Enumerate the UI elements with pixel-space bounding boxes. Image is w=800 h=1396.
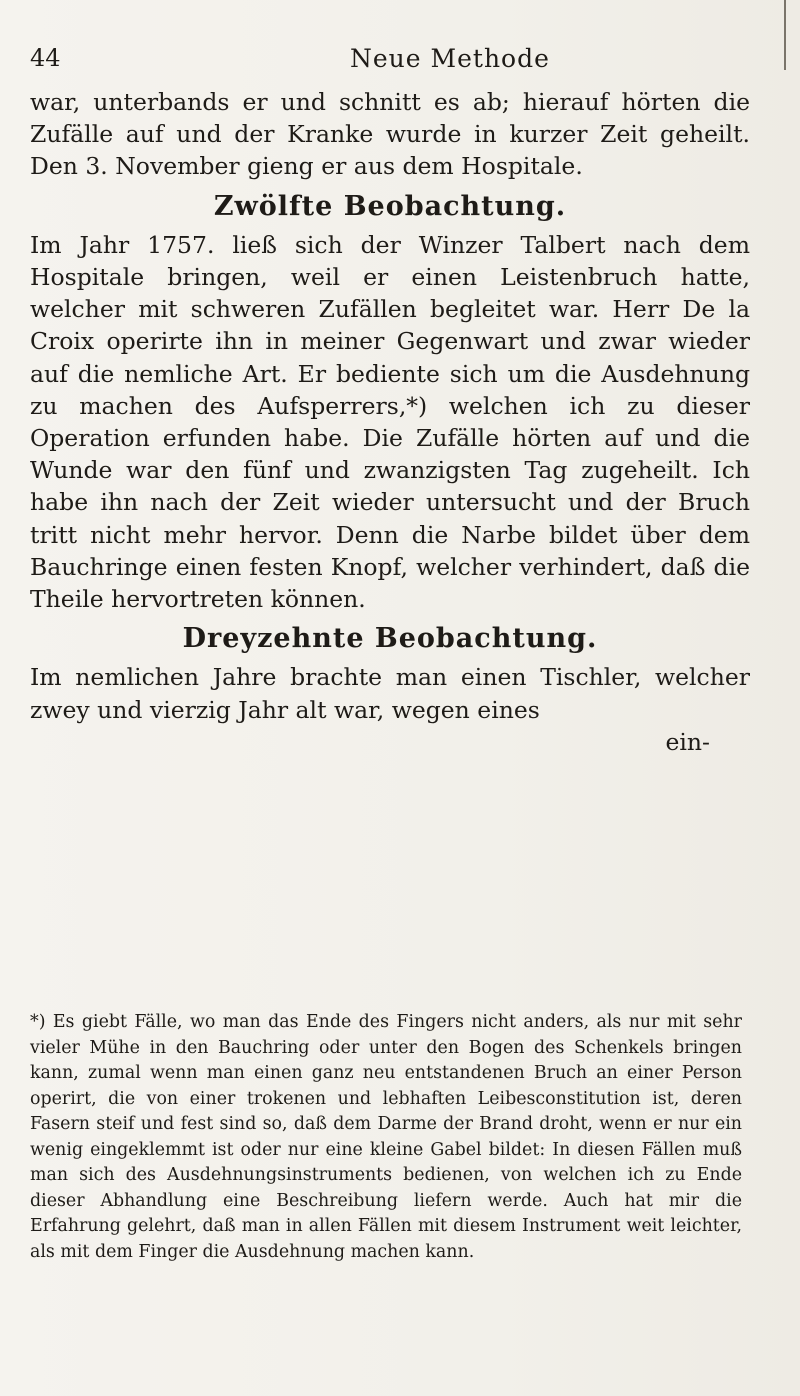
page-number: 44 [30,44,61,72]
main-text [30,86,750,758]
catchword: ein- [665,727,710,756]
page-header [30,44,760,84]
footnote [30,1010,742,1265]
page-edge-rule [784,0,786,70]
paragraph-continuation: war, unterbands er und schnitt es ab; hierauf hörten die Zufälle auf und der Kranke wurde in kurzer Zeit geheilt. Den 3. November gieng er aus dem Hospitale. [30,88,750,181]
paragraph-observation-13: Im nemlichen Jahre brachte man einen Tischler, welcher zwey und vierzig Jahr alt war, wegen eines [30,663,750,724]
heading-observation-13: Dreyzehnte Beobachtung. [182,623,598,655]
running-title: Neue Methode [350,44,550,73]
paragraph-observation-12: Im Jahr 1757. ließ sich der Winzer Talbert nach dem Hospitale bringen, weil er einen Leistenbruch hatte, welcher mit schweren Zufällen begleitet war. Herr De la Croix operirte ihn in meiner Gegenwart und zwar wieder auf die nemliche Art. Er bediente sich um die Ausdehnung zu machen des Aufsperrers,*) welchen ich zu dieser Operation erfunden habe. Die Zufälle hörten auf und die Wunde war den fünf und zwanzigsten Tag zugeheilt. Ich habe ihn nach der Zeit wieder untersucht und der Bruch tritt nicht mehr hervor. Denn die Narbe bildet über dem Bauchringe einen festen Knopf, welcher verhindert, daß die Theile hervortreten können. [30,230,750,614]
heading-observation-12: Zwölfte Beobachtung. [213,190,567,222]
footnote-text: *) Es giebt Fälle, wo man das Ende des Fingers nicht anders, als nur mit sehr vieler Mühe in den Bauchring oder unter den Bogen des Schenkels bringen kann, zumal wenn man einen ganz neu entstandenen Bruch an einer Person operirt, die von einer trokenen und lebhaften Leibesconstitution ist, deren Fasern steif und fest sind so, daß dem Darme der Brand droht, wenn er nur ein wenig eingeklemmt ist oder nur eine kleine Gabel bildet: In diesen Fällen muß man sich des Ausdehnungsinstruments bedienen, von welchen ich zu Ende dieser Abhandlung eine Beschreibung liefern werde. Auch hat mir die Erfahrung gelehrt, daß man in allen Fällen mit diesem Instrument weit leichter, als mit dem Finger die Ausdehnung machen kann. [30,1012,742,1262]
